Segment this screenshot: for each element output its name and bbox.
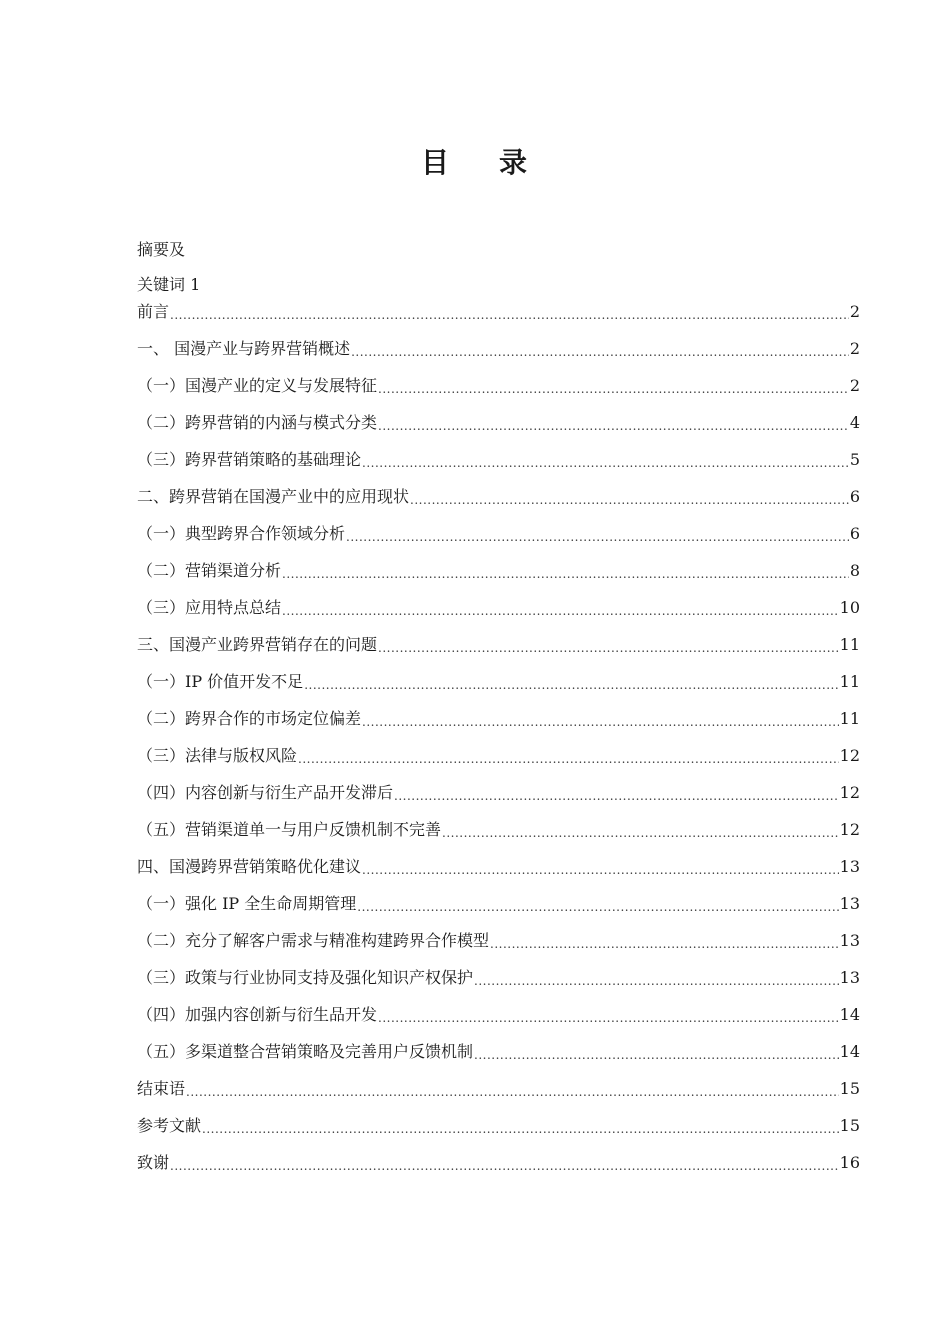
toc-entry-page-number: 5: [849, 450, 860, 469]
toc-title-char-1: 目: [420, 146, 451, 179]
toc-entry[interactable]: [137, 1063, 860, 1100]
toc-entry[interactable]: [137, 989, 860, 1026]
toc-dot-leader: [490, 930, 839, 952]
toc-dot-leader: [282, 597, 839, 619]
toc-entry-page-number: 11: [839, 635, 860, 654]
toc-dot-leader: [362, 708, 839, 730]
toc-dot-leader: [170, 1152, 839, 1174]
toc-entry[interactable]: [137, 545, 860, 582]
toc-entry-label: 二、跨界营销在国漫产业中的应用现状: [137, 487, 410, 506]
toc-entry-page-number: 6: [849, 487, 860, 506]
toc-entry-page-number: 11: [839, 709, 860, 728]
toc-entry-label: （二）跨界合作的市场定位偏差: [137, 709, 362, 728]
toc-entry[interactable]: [137, 693, 860, 730]
toc-title: [0, 143, 950, 183]
toc-entry[interactable]: [137, 804, 860, 841]
toc-entry[interactable]: [137, 434, 860, 471]
toc-entry[interactable]: [137, 656, 860, 693]
toc-entry[interactable]: [137, 1137, 860, 1174]
toc-dot-leader: [378, 634, 839, 656]
toc-dot-leader: [378, 375, 849, 397]
toc-entry-page-number: 15: [839, 1079, 860, 1098]
toc-entry-label: （一）强化 IP 全生命周期管理: [137, 894, 357, 913]
toc-entry[interactable]: [137, 1100, 860, 1137]
toc-intro-line: 摘要及: [137, 240, 186, 259]
toc-dot-leader: [442, 819, 839, 841]
toc-entry-label: （三）法律与版权风险: [137, 746, 298, 765]
toc-entry-label: （五）营销渠道单一与用户反馈机制不完善: [137, 820, 442, 839]
toc-dot-leader: [378, 1004, 839, 1026]
toc-entry[interactable]: [137, 471, 860, 508]
toc-entry-page-number: 13: [839, 931, 860, 950]
toc-dot-leader: [170, 301, 849, 323]
toc-entry-label: 一、 国漫产业与跨界营销概述: [137, 339, 351, 358]
toc-entry-label: （一）IP 价值开发不足: [137, 672, 304, 691]
toc-dot-leader: [378, 412, 849, 434]
toc-entry-label: 致谢: [137, 1153, 170, 1172]
toc-entry[interactable]: [137, 841, 860, 878]
toc-entry-page-number: 13: [839, 857, 860, 876]
toc-dot-leader: [351, 338, 849, 360]
toc-entry-label: （三）政策与行业协同支持及强化知识产权保护: [137, 968, 474, 987]
toc-entry-page-number: 16: [839, 1153, 860, 1172]
toc-entry-page-number: 12: [839, 820, 860, 839]
toc-dot-leader: [186, 1078, 839, 1100]
toc-entry[interactable]: [137, 767, 860, 804]
toc-dot-leader: [394, 782, 839, 804]
toc-dot-leader: [282, 560, 849, 582]
toc-entry[interactable]: [137, 360, 860, 397]
toc-entry-page-number: 8: [849, 561, 860, 580]
toc-dot-leader: [410, 486, 849, 508]
toc-entry-label: （三）跨界营销策略的基础理论: [137, 450, 362, 469]
toc-entry-page-number: 12: [839, 746, 860, 765]
toc-entry[interactable]: [137, 582, 860, 619]
toc-entry-label: 前言: [137, 302, 170, 321]
toc-entry-page-number: 13: [839, 968, 860, 987]
toc-list: [137, 299, 860, 1174]
toc-entry[interactable]: [137, 1026, 860, 1063]
toc-dot-leader: [362, 449, 849, 471]
toc-entry-page-number: 2: [849, 339, 860, 358]
toc-entry-label: 结束语: [137, 1079, 186, 1098]
toc-entry-label: （四）加强内容创新与衍生品开发: [137, 1005, 378, 1024]
toc-entry-label: （四）内容创新与衍生产品开发滞后: [137, 783, 394, 802]
toc-dot-leader: [298, 745, 839, 767]
toc-entry-label: 三、国漫产业跨界营销存在的问题: [137, 635, 378, 654]
toc-entry-label: （二）充分了解客户需求与精准构建跨界合作模型: [137, 931, 490, 950]
toc-entry[interactable]: [137, 619, 860, 656]
toc-entry-label: （二）跨界营销的内涵与模式分类: [137, 413, 378, 432]
toc-entry[interactable]: [137, 508, 860, 545]
toc-entry-label: （三）应用特点总结: [137, 598, 282, 617]
toc-intro-line: 关键词 1: [137, 275, 201, 294]
toc-entry-label: 四、国漫跨界营销策略优化建议: [137, 857, 362, 876]
toc-dot-leader: [202, 1115, 839, 1137]
toc-dot-leader: [304, 671, 838, 693]
toc-entry[interactable]: [137, 323, 860, 360]
toc-entry-page-number: 13: [839, 894, 860, 913]
toc-entry-label: 参考文献: [137, 1116, 202, 1135]
toc-entry-page-number: 10: [839, 598, 860, 617]
toc-entry-page-number: 2: [849, 376, 860, 395]
toc-intro-lines: [137, 238, 200, 297]
toc-title-char-2: 录: [499, 146, 530, 179]
toc-dot-leader: [474, 1041, 839, 1063]
toc-entry[interactable]: [137, 730, 860, 767]
toc-entry-label: （一）典型跨界合作领域分析: [137, 524, 346, 543]
toc-entry-page-number: 11: [839, 672, 860, 691]
toc-entry-label: （一）国漫产业的定义与发展特征: [137, 376, 378, 395]
toc-entry-page-number: 14: [839, 1005, 860, 1024]
toc-entry[interactable]: [137, 878, 860, 915]
toc-entry-label: （五）多渠道整合营销策略及完善用户反馈机制: [137, 1042, 474, 1061]
toc-entry-label: （二）营销渠道分析: [137, 561, 282, 580]
toc-dot-leader: [357, 893, 838, 915]
toc-entry[interactable]: [137, 397, 860, 434]
toc-entry[interactable]: [137, 299, 860, 323]
toc-entry[interactable]: [137, 915, 860, 952]
toc-dot-leader: [346, 523, 849, 545]
toc-entry-page-number: 14: [839, 1042, 860, 1061]
toc-entry-page-number: 15: [839, 1116, 860, 1135]
toc-dot-leader: [474, 967, 839, 989]
toc-entry-page-number: 6: [849, 524, 860, 543]
toc-entry-page-number: 4: [849, 413, 860, 432]
toc-entry[interactable]: [137, 952, 860, 989]
toc-dot-leader: [362, 856, 839, 878]
toc-entry-page-number: 12: [839, 783, 860, 802]
toc-entry-page-number: 2: [849, 302, 860, 321]
